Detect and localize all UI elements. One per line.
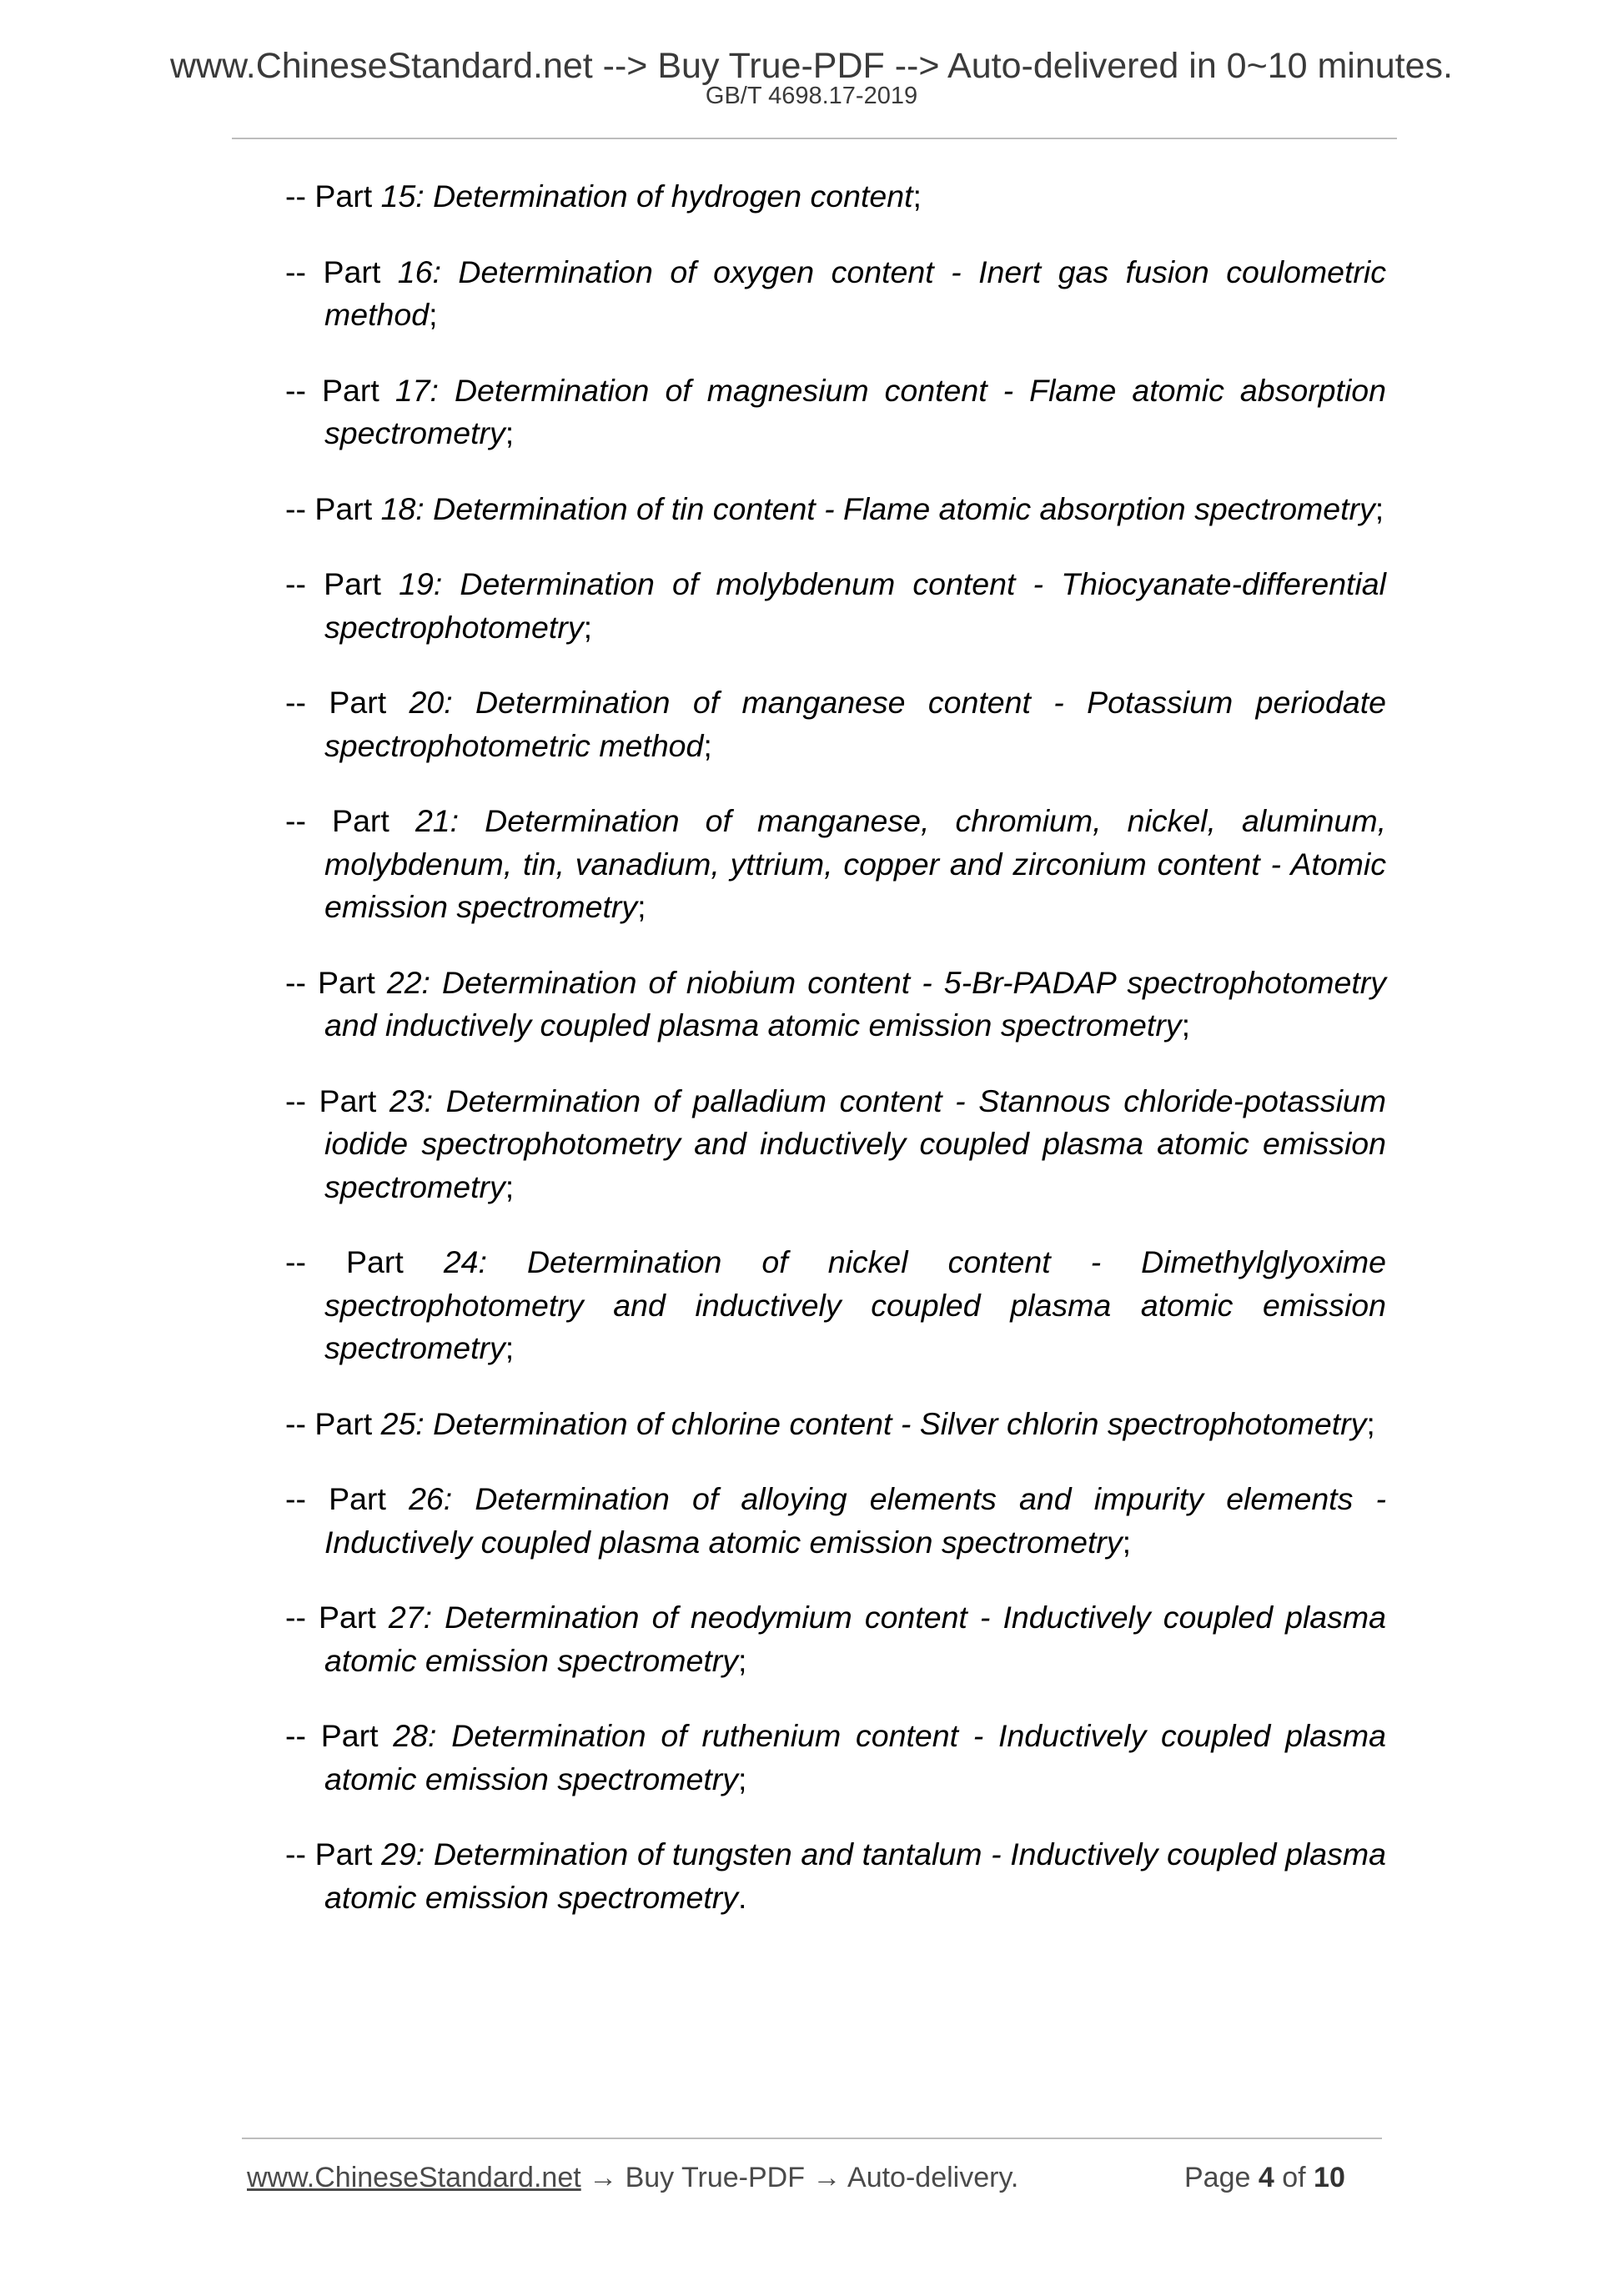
arrow-icon: → bbox=[804, 2162, 848, 2193]
parts-list bbox=[285, 175, 1386, 1952]
part-end: ; bbox=[737, 1761, 747, 1796]
part-end: ; bbox=[583, 609, 592, 645]
part-title: 20: Determination of manganese content - Potassium periodate spectrophotometric method bbox=[324, 685, 1386, 763]
part-end: ; bbox=[429, 297, 438, 332]
part-title: 19: Determination of molybdenum content - Thiocyanate-differential spectrophotometry bbox=[324, 566, 1386, 645]
part-title: 22: Determination of niobium content - 5-Br-PADAP spectrophotometry and inductively coupled plasma atomic emission spectrometry bbox=[324, 964, 1386, 1042]
part-end: ; bbox=[505, 1168, 515, 1204]
part-lead: -- Part bbox=[285, 1600, 389, 1635]
part-end: ; bbox=[505, 1330, 515, 1365]
part-lead: -- Part bbox=[285, 964, 387, 1000]
document-code: GB/T 4698.17-2019 bbox=[705, 83, 918, 109]
list-item bbox=[285, 369, 1386, 455]
part-title: 25: Determination of chlorine content - Silver chlorin spectrophotometry bbox=[380, 1405, 1367, 1441]
part-end: ; bbox=[1374, 490, 1384, 526]
page-current: 4 bbox=[1258, 2162, 1274, 2193]
page-label: Page bbox=[1184, 2162, 1251, 2193]
page-indicator bbox=[1184, 2160, 1345, 2195]
part-lead: -- Part bbox=[285, 1244, 444, 1279]
part-title: 29: Determination of tungsten and tantalum - Inductively coupled plasma atomic emission spectrometry bbox=[324, 1836, 1386, 1915]
part-lead: -- Part bbox=[285, 372, 395, 408]
part-title: 18: Determination of tin content - Flame atomic absorption spectrometry bbox=[380, 490, 1375, 526]
of-label: of bbox=[1282, 2162, 1306, 2193]
part-lead: -- Part bbox=[285, 566, 399, 601]
top-banner: www.ChineseStandard.net --> Buy True-PDF --> Auto-delivered in 0~10 minutes. bbox=[169, 46, 1453, 86]
part-title: 24: Determination of nickel content - Dimethylglyoxime spectrophotometry and inductively coupled plasma atomic emission spectrometry bbox=[324, 1244, 1387, 1365]
footer-promo bbox=[247, 2160, 1018, 2195]
part-end: ; bbox=[1122, 1524, 1132, 1560]
part-title: 26: Determination of alloying elements and impurity elements - Inductively coupled plasma atomic emission spectrometry bbox=[324, 1481, 1386, 1560]
list-item bbox=[285, 1403, 1386, 1446]
list-item bbox=[285, 251, 1386, 337]
part-lead: -- Part bbox=[285, 1083, 389, 1118]
part-lead: -- Part bbox=[285, 1405, 381, 1441]
list-item bbox=[285, 488, 1386, 531]
part-end: ; bbox=[637, 889, 646, 924]
site-link[interactable]: www.ChineseStandard.net bbox=[247, 2162, 581, 2193]
part-end: . bbox=[737, 1879, 747, 1915]
part-title: 21: Determination of manganese, chromium, nickel, aluminum, molybdenum, tin, vanadium, yttrium, copper and zirconium content - Atomic emission spectrometry bbox=[324, 803, 1387, 924]
part-title: 15: Determination of hydrogen content bbox=[380, 178, 913, 214]
part-lead: -- Part bbox=[285, 490, 381, 526]
list-item bbox=[285, 1596, 1386, 1682]
list-item bbox=[285, 681, 1386, 767]
list-item bbox=[285, 563, 1386, 649]
part-title: 23: Determination of palladium content - Stannous chloride-potassium iodide spectrophotometry and inductively coupled plasma atomic emission spectrometry bbox=[324, 1083, 1387, 1204]
part-title: 28: Determination of ruthenium content - Inductively coupled plasma atomic emission spectrometry bbox=[324, 1718, 1386, 1796]
delivery-text: Auto-delivery. bbox=[847, 2162, 1019, 2193]
arrow-icon: → bbox=[580, 2162, 626, 2193]
part-end: ; bbox=[1366, 1405, 1375, 1441]
part-lead: -- Part bbox=[285, 1718, 394, 1753]
page-total: 10 bbox=[1314, 2162, 1345, 2193]
list-item bbox=[285, 800, 1386, 929]
list-item bbox=[285, 1715, 1386, 1801]
buy-text: Buy True-PDF bbox=[625, 2162, 805, 2193]
part-lead: -- Part bbox=[285, 178, 381, 214]
part-end: ; bbox=[505, 415, 515, 450]
list-item bbox=[285, 1080, 1386, 1209]
part-end: ; bbox=[912, 178, 922, 214]
part-end: ; bbox=[1181, 1007, 1190, 1042]
part-lead: -- Part bbox=[285, 254, 398, 289]
footer-divider bbox=[242, 2138, 1382, 2139]
part-end: ; bbox=[703, 727, 712, 763]
list-item bbox=[285, 1833, 1386, 1919]
part-lead: -- Part bbox=[285, 1481, 410, 1516]
part-title: 16: Determination of oxygen content - Inert gas fusion coulometric method bbox=[324, 254, 1386, 332]
header-divider bbox=[232, 138, 1397, 139]
part-lead: -- Part bbox=[285, 803, 415, 838]
part-end: ; bbox=[737, 1642, 747, 1678]
part-lead: -- Part bbox=[285, 1836, 382, 1871]
list-item bbox=[285, 1478, 1386, 1564]
list-item bbox=[285, 962, 1386, 1048]
part-lead: -- Part bbox=[285, 685, 410, 720]
part-title: 27: Determination of neodymium content - Inductively coupled plasma atomic emission spectrometry bbox=[324, 1600, 1387, 1678]
list-item bbox=[285, 1241, 1386, 1370]
list-item bbox=[285, 175, 1386, 219]
part-title: 17: Determination of magnesium content - Flame atomic absorption spectrometry bbox=[324, 372, 1386, 450]
